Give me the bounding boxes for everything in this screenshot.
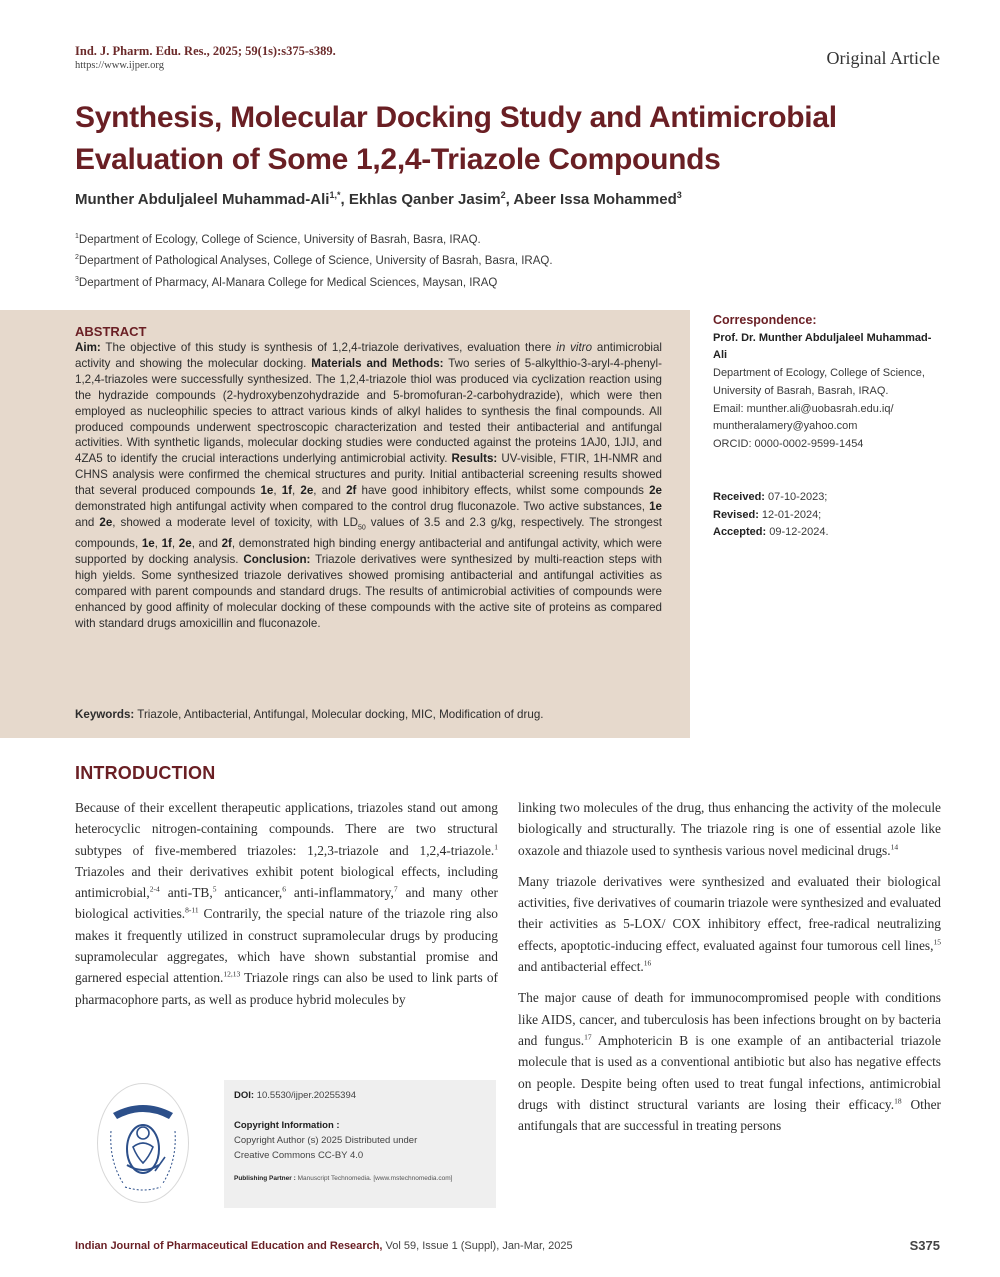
- article-dates: [713, 489, 829, 542]
- introduction-heading: INTRODUCTION: [75, 763, 216, 783]
- text: The major cause of death for immunocompromised people with conditions like AIDS, cancer, and tuberculosis has been infections brought on by bacteria and fungus.: [518, 990, 941, 1048]
- results-text: UV-visible, FTIR, 1H-NMR and CHNS analysis were confirmed the chemical structures and purity. Initial antibacterial screening results showed that several produced compounds: [75, 452, 662, 498]
- license-line[interactable]: Creative Commons CC-BY 4.0: [234, 1150, 364, 1161]
- results-label: Results:: [451, 452, 498, 466]
- received-value: 07-10-2023;: [764, 491, 828, 503]
- aim-label: Aim:: [75, 341, 101, 354]
- separator: , and: [313, 484, 347, 498]
- correspondence-block: [713, 312, 943, 454]
- page-footer: [75, 1240, 573, 1252]
- ld-subscript: 50: [357, 524, 366, 532]
- author-affil-sup: 3: [676, 190, 682, 200]
- title-line-1: Synthesis, Molecular Docking Study and Antimicrobial: [75, 101, 837, 134]
- citation[interactable]: 14: [890, 842, 899, 852]
- intro-paragraph: [518, 797, 941, 861]
- accepted-value: 09-12-2024.: [766, 526, 829, 539]
- text: Triazole rings can also be used to link parts of pharmacophore parts, as well as produce hybrid molecules by: [75, 970, 498, 1007]
- text: anti-TB,: [159, 885, 213, 901]
- copyright-label: Copyright Information :: [234, 1120, 340, 1131]
- citation[interactable]: 2-4: [149, 884, 160, 894]
- keywords-label: Keywords:: [75, 708, 135, 721]
- revised-label: Revised:: [713, 508, 759, 521]
- accepted-date: [713, 524, 829, 542]
- text: Triazoles and their derivatives exhibit potent biological effects, including antimicrobial,: [75, 863, 498, 901]
- journal-url-link[interactable]: https://www.ijper.org: [75, 60, 164, 71]
- citation[interactable]: 8-11: [185, 906, 199, 916]
- association-seal-icon: [97, 1083, 189, 1203]
- aim-italic: in vitro: [556, 341, 593, 354]
- citation[interactable]: 1: [494, 842, 498, 852]
- title-line-2: Evaluation of Some 1,2,4-Triazole Compounds: [75, 143, 721, 176]
- copyright-line: Copyright Author (s) 2025 Distributed under: [234, 1135, 418, 1146]
- keywords: [75, 708, 544, 721]
- intro-paragraph: [75, 797, 498, 1010]
- author-name: Munther Abduljaleel Muhammad-Ali: [75, 191, 330, 208]
- compound-code: 2e: [99, 515, 113, 529]
- journal-reference: Ind. J. Pharm. Edu. Res., 2025; 59(1s):s375-s389.: [75, 44, 336, 58]
- compound-code: 1e: [260, 484, 274, 498]
- separator: and: [75, 515, 100, 529]
- separator: , and: [191, 537, 222, 551]
- text: Contrarily, the special nature of the triazole ring also makes it frequently utilized in construct supramolecular drugs by producing supramolecular aggregates, which have shown substantial promise and garnered especial attention.: [75, 906, 498, 986]
- author-affil-sup: 2: [500, 190, 506, 200]
- citation[interactable]: 5: [212, 884, 217, 894]
- results-text: have good inhibitory effects, whilst some compounds: [356, 484, 650, 498]
- copyright-heading: [234, 1118, 452, 1133]
- separator: ,: [171, 537, 179, 551]
- results-text: values of 3.5 and 2.3 g/kg, respectively. The strongest compounds,: [75, 515, 662, 551]
- affiliation-sup: 2: [75, 254, 79, 262]
- correspondence-heading: Correspondence:: [713, 313, 817, 327]
- abstract-box: [0, 310, 690, 738]
- aim-text: antimicrobial activity and showing the molecular docking.: [75, 341, 662, 370]
- text: and many other biological activities.: [75, 885, 498, 922]
- citation[interactable]: 18: [894, 1096, 902, 1106]
- compound-code: 1e: [141, 537, 155, 551]
- compound-code: 1f: [161, 537, 172, 551]
- affiliation-item: [75, 249, 553, 270]
- separator: ,: [292, 484, 301, 498]
- citation[interactable]: 17: [584, 1032, 592, 1042]
- author-separator: ,: [505, 191, 514, 208]
- accepted-label: Accepted:: [713, 526, 767, 539]
- citation[interactable]: 15: [933, 937, 941, 947]
- partner-label: Publishing Partner :: [234, 1175, 296, 1182]
- author-name: Ekhlas Qanber Jasim: [348, 191, 501, 208]
- author-separator: ,: [340, 191, 349, 208]
- text: linking two molecules of the drug, thus enhancing the activity of the molecule biologically and structurally. The triazole ring is one of essential azole like oxazole and thiazole used to synthesis various novel medicinal drugs.: [518, 800, 941, 858]
- author-name: Abeer Issa Mohammed: [513, 191, 677, 208]
- results-text: , demonstrated high binding energy antibacterial and antifungal activity, which were supported by docking analysis.: [75, 537, 662, 567]
- intro-paragraph: [518, 987, 941, 1136]
- citation[interactable]: 12,13: [223, 969, 241, 979]
- affiliation-text: Department of Pathological Analyses, College of Science, University of Basrah, Basra, IRAQ.: [78, 255, 553, 268]
- compound-code: 2e: [300, 484, 314, 498]
- affiliation-item: [75, 271, 553, 292]
- abstract-body: [75, 324, 662, 632]
- text: anti-inflammatory,: [285, 885, 394, 901]
- article-type-label: Original Article: [826, 48, 940, 68]
- doi-value[interactable]: 10.5530/ijper.20255394: [254, 1090, 357, 1101]
- methods-text: Two series of 5-alkylthio-3-aryl-4-phenyl-1,2,4-triazoles were successfully synthesized. The 1,2,4-triazole thiol was produced via cyclization reaction using the hydrazide compounds (2-hydroxybenzohydrazide and 5-bromofuran-2-carbohydrazide), which were then employed as nucleophilic species to attract various kinds of alkyl halides to synthesis the final compounds. All produced compounds underwent spectroscopic characterization and tested their antibacterial and antifungal activities. With synthetic ligands, molecular docking studies were conducted against the proteins 1AJ0, 1JIJ, and 4ZA5 to identify the crucial interactions underlying antimicrobial activity.: [75, 356, 662, 466]
- separator: ,: [154, 537, 162, 551]
- abstract-heading: ABSTRACT: [75, 324, 147, 339]
- correspondence-email[interactable]: Email: munther.ali@uobasrah.edu.iq/ muntheralamery@yahoo.com: [713, 402, 894, 433]
- paper-title: [75, 97, 955, 181]
- compound-code: 1e: [649, 500, 662, 514]
- results-text: , showed a moderate level of toxicity, with LD: [112, 515, 358, 529]
- citation[interactable]: 16: [643, 958, 652, 968]
- conclusion-label: Conclusion:: [243, 553, 311, 567]
- seal-graphic: [103, 1091, 183, 1195]
- footer-issue: Vol 59, Issue 1 (Suppl), Jan-Mar, 2025: [382, 1240, 573, 1252]
- text: Amphotericin B is one example of an antibacterial triazole molecule that is used as a conventional antibiotic but also has negative effects on people. Despite being often used to treat fungal infections, antimicrobial drugs with distinct structural variants are losing their efficacy.: [518, 1032, 941, 1112]
- author-list: [75, 190, 682, 208]
- text: Because of their excellent therapeutic applications, triazoles stand out among heterocyclic nitrogen-containing compounds. There are two structural subtypes of five-membered triazoles: 1,2,3-triazole and 1,2,4-triazole.: [75, 800, 498, 858]
- page-number: S375: [909, 1238, 940, 1253]
- author-affil-sup: 1,*: [329, 190, 341, 200]
- intro-column-right: [518, 797, 941, 1146]
- text: Many triazole derivatives were synthesized and evaluated their biological activities, five derivatives of coumarin triazole were synthesized and evaluated their activities as 5-LOX/ COX inhibitory effect, free-radical neutralizing effects, apoptotic-inducing effect, evaluated against four tumorous cell lines,: [518, 873, 941, 953]
- compound-code: 2f: [346, 484, 357, 498]
- separator: ,: [273, 484, 282, 498]
- affiliation-item: [75, 228, 553, 249]
- correspondence-name: Prof. Dr. Munther Abduljaleel Muhammad-Ali: [713, 331, 932, 362]
- partner-link[interactable]: Manuscript Technomedia. [www.mstechnomedia.com]: [295, 1175, 453, 1182]
- compound-code: 1f: [281, 484, 293, 498]
- revised-value: 12-01-2024;: [758, 508, 822, 521]
- text: and antibacterial effect.: [518, 959, 644, 975]
- intro-column-left: [75, 797, 498, 1020]
- doi-label: DOI:: [234, 1090, 255, 1101]
- intro-paragraph: [518, 871, 941, 977]
- footer-journal-name: Indian Journal of Pharmaceutical Education and Research,: [75, 1240, 383, 1252]
- affiliation-sup: 3: [75, 275, 79, 283]
- compound-code: 2e: [649, 484, 662, 498]
- affiliation-text: Department of Ecology, College of Science, University of Basrah, Basra, IRAQ.: [78, 233, 481, 246]
- received-label: Received:: [713, 491, 765, 503]
- aim-text: The objective of this study is synthesis of 1,2,4-triazole derivatives, evaluation there: [100, 341, 557, 354]
- compound-code: 2e: [178, 537, 192, 551]
- publishing-partner: [234, 1171, 452, 1186]
- keywords-text: Triazole, Antibacterial, Antifungal, Molecular docking, MIC, Modification of drug.: [134, 708, 544, 721]
- conclusion-text: Triazole derivatives were synthesized by multi-reaction steps with high yields. Some synthesized triazole derivatives showed promising antibacterial and antifungal activities as compared with parent compounds and standard drugs. The results of antimicrobial activities of compounds were enhanced by good affinity of molecular docking of these compounds with the active site of proteins as compared with standard drugs amoxicillin and fluconazole.: [75, 553, 662, 630]
- revised-date: [713, 507, 829, 525]
- text: anticancer,: [216, 885, 283, 901]
- article-info-box: [224, 1080, 496, 1208]
- affiliation-list: [75, 228, 553, 292]
- affiliation-text: Department of Pharmacy, Al-Manara College for Medical Sciences, Maysan, IRAQ: [78, 276, 498, 289]
- received-date: [713, 489, 829, 507]
- citation[interactable]: 7: [393, 884, 398, 894]
- affiliation-sup: 1: [75, 233, 79, 240]
- methods-label: Materials and Methods:: [311, 356, 444, 370]
- citation[interactable]: 6: [282, 884, 286, 894]
- results-text: demonstrated high antifungal activity when compared to the control drug fluconazole. Two active substances,: [75, 500, 650, 514]
- correspondence-address: Department of Ecology, College of Science, University of Basrah, Basrah, IRAQ.: [713, 367, 925, 397]
- article-info-content: [234, 1088, 452, 1186]
- doi-line: [234, 1088, 452, 1103]
- text: Other antifungals that are successful in treating persons: [518, 1096, 941, 1134]
- compound-code: 2f: [221, 537, 232, 551]
- correspondence-orcid: ORCID: 0000-0002-9599-1454: [713, 437, 864, 450]
